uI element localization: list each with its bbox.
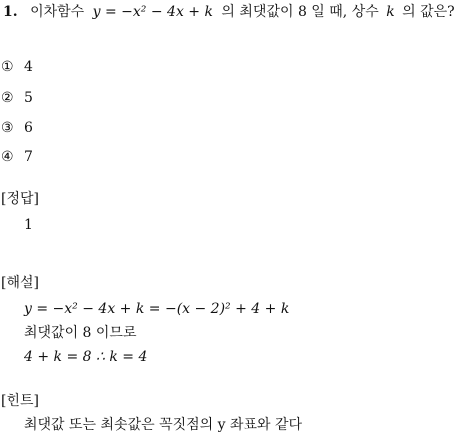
- choice-marker: ②: [1, 90, 14, 106]
- choice-marker: ④: [1, 149, 14, 165]
- hint-text: 최댓값 또는 최솟값은 꼭짓점의 y 좌표와 같다: [24, 417, 303, 433]
- choice-1[interactable]: [1, 60, 33, 74]
- question-variable: k: [386, 4, 395, 20]
- choice-2[interactable]: [1, 91, 33, 105]
- choice-value: 4: [24, 59, 33, 75]
- answer-label: [정답]: [1, 191, 39, 207]
- question-line: [3, 5, 455, 19]
- choice-value: 5: [24, 90, 33, 106]
- hint-label: [힌트]: [1, 393, 39, 409]
- question-text-part1: 이차함수: [30, 4, 85, 20]
- choice-value: 6: [24, 120, 33, 136]
- choice-marker: ①: [1, 59, 14, 75]
- question-text-part2: 의 최댓값이 8 일 때, 상수: [221, 4, 379, 20]
- answer-value: 1: [24, 217, 33, 233]
- explanation-line-2: 최댓값이 8 이므로: [24, 325, 137, 341]
- choice-marker: ③: [1, 120, 14, 136]
- choice-4[interactable]: [1, 150, 33, 164]
- explanation-label: [해설]: [1, 275, 39, 291]
- explanation-line-3: 4 + k = 8 ∴ k = 4: [24, 349, 148, 365]
- question-equation: y = −x² − 4x + k: [92, 4, 213, 20]
- choice-3[interactable]: [1, 121, 33, 135]
- question-number: 1.: [3, 4, 18, 20]
- explanation-line-1: y = −x² − 4x + k = −(x − 2)² + 4 + k: [24, 301, 290, 317]
- question-text-part3: 의 값은?: [402, 4, 455, 20]
- choice-value: 7: [24, 149, 33, 165]
